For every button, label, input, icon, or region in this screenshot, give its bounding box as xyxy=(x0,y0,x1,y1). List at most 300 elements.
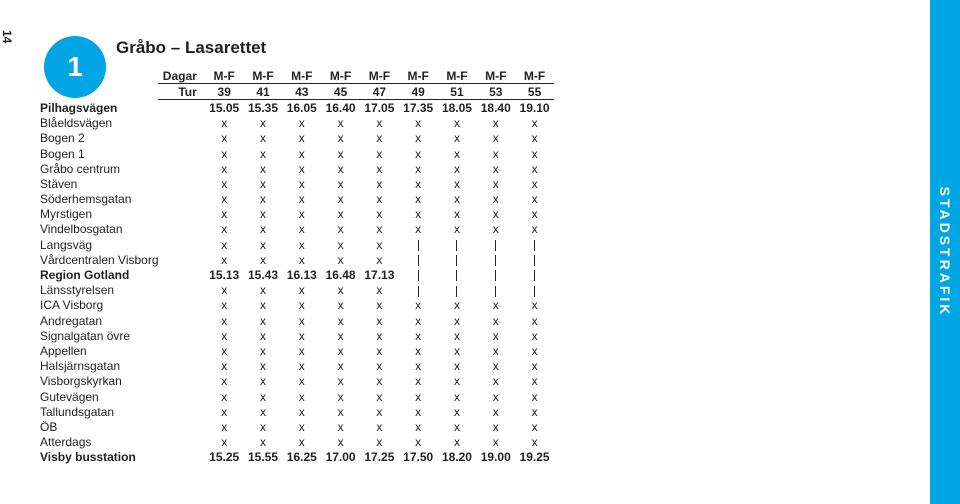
time-cell: x xyxy=(259,222,266,237)
time-cell: x xyxy=(259,146,266,161)
time-cell: x xyxy=(221,207,228,222)
table-row xyxy=(40,207,554,222)
time-cell: x xyxy=(259,252,266,267)
time-cell: 17.05 xyxy=(364,100,395,115)
time-cell: x xyxy=(298,131,305,146)
time-cell: x xyxy=(221,404,228,419)
time-cell: x xyxy=(531,435,538,450)
table-row xyxy=(40,161,554,176)
time-cell: x xyxy=(531,404,538,419)
time-cell: x xyxy=(531,313,538,328)
time-cell: x xyxy=(415,343,422,358)
table-row xyxy=(40,146,554,161)
stop-name: ÖB xyxy=(40,419,58,434)
time-cell: x xyxy=(259,237,266,252)
time-cell: x xyxy=(376,237,383,252)
passthrough-bar xyxy=(495,286,496,297)
time-cell: x xyxy=(298,404,305,419)
time-cell: x xyxy=(415,298,422,313)
table-row xyxy=(40,100,554,116)
time-cell: x xyxy=(298,207,305,222)
time-cell: x xyxy=(259,374,266,389)
time-cell: x xyxy=(492,313,499,328)
time-cell: x xyxy=(415,328,422,343)
time-cell: x xyxy=(415,419,422,434)
time-cell: 18.05 xyxy=(441,100,472,115)
time-cell: x xyxy=(453,131,460,146)
days-row xyxy=(40,68,554,84)
time-cell: x xyxy=(415,435,422,450)
time-cell: x xyxy=(415,176,422,191)
time-cell: x xyxy=(415,131,422,146)
time-cell: x xyxy=(221,131,228,146)
table-row xyxy=(40,192,554,207)
time-cell: 17.00 xyxy=(325,450,356,465)
time-cell: x xyxy=(415,161,422,176)
time-cell: x xyxy=(453,328,460,343)
passthrough-bar xyxy=(534,270,535,281)
time-cell: x xyxy=(415,389,422,404)
time-cell: x xyxy=(259,207,266,222)
time-cell: x xyxy=(221,192,228,207)
time-cell: x xyxy=(298,161,305,176)
route-title: Gråbo – Lasarettet xyxy=(116,38,267,57)
time-cell: x xyxy=(298,192,305,207)
header-cell: 41 xyxy=(244,84,283,100)
time-cell: x xyxy=(376,207,383,222)
time-cell: x xyxy=(453,116,460,131)
time-cell: x xyxy=(453,419,460,434)
time-cell: x xyxy=(415,359,422,374)
time-cell: 17.25 xyxy=(364,450,395,465)
time-cell: x xyxy=(221,328,228,343)
time-cell: x xyxy=(298,222,305,237)
table-row xyxy=(40,252,554,267)
time-cell: x xyxy=(298,343,305,358)
time-cell: 17.13 xyxy=(364,268,395,283)
passthrough-mark xyxy=(476,283,515,298)
table-row xyxy=(40,389,554,404)
time-cell: 17.35 xyxy=(403,100,434,115)
passthrough-bar xyxy=(456,270,457,281)
table-row xyxy=(40,176,554,191)
time-cell: x xyxy=(337,116,344,131)
time-cell: x xyxy=(221,343,228,358)
stop-name: Halsjärnsgatan xyxy=(40,359,121,374)
passthrough-mark xyxy=(515,267,554,282)
time-cell: x xyxy=(376,374,383,389)
time-cell: x xyxy=(221,252,228,267)
time-cell: x xyxy=(453,176,460,191)
time-cell: x xyxy=(531,298,538,313)
time-cell: x xyxy=(376,176,383,191)
stop-name: Myrstigen xyxy=(40,207,93,222)
time-cell: x xyxy=(376,404,383,419)
time-cell: x xyxy=(337,419,344,434)
time-cell: x xyxy=(531,146,538,161)
sidebar-label: STADSTRAFIK xyxy=(937,186,953,318)
time-cell: x xyxy=(492,298,499,313)
time-cell: x xyxy=(259,131,266,146)
passthrough-mark xyxy=(438,252,477,267)
header-label: Tur xyxy=(158,84,205,100)
passthrough-bar xyxy=(418,255,419,266)
time-cell: x xyxy=(259,298,266,313)
passthrough-mark xyxy=(515,237,554,252)
time-cell: x xyxy=(337,283,344,298)
table-row xyxy=(40,374,554,389)
time-cell: x xyxy=(298,146,305,161)
header-spacer xyxy=(40,84,158,100)
header-cell: M-F xyxy=(399,68,438,84)
time-cell: 17.50 xyxy=(403,450,434,465)
time-cell: x xyxy=(453,435,460,450)
time-cell: x xyxy=(415,222,422,237)
trip-row xyxy=(40,84,554,100)
stop-name: Bogen 1 xyxy=(40,146,85,161)
time-cell: x xyxy=(453,161,460,176)
time-cell: 15.55 xyxy=(247,450,278,465)
time-cell: x xyxy=(298,252,305,267)
header-cell: M-F xyxy=(244,68,283,84)
time-cell: x xyxy=(298,298,305,313)
passthrough-bar xyxy=(534,286,535,297)
passthrough-bar xyxy=(418,270,419,281)
table-row xyxy=(40,131,554,146)
time-cell: x xyxy=(376,359,383,374)
stop-name: Appellen xyxy=(40,343,87,358)
time-cell: x xyxy=(415,207,422,222)
time-cell: x xyxy=(492,146,499,161)
time-cell: x xyxy=(376,283,383,298)
sidebar-band xyxy=(930,0,960,504)
time-cell: x xyxy=(337,192,344,207)
route-number-badge: 1 xyxy=(44,36,106,98)
time-cell: x xyxy=(337,237,344,252)
table-row xyxy=(40,313,554,328)
passthrough-bar xyxy=(534,255,535,266)
passthrough-mark xyxy=(399,283,438,298)
time-cell: x xyxy=(259,419,266,434)
stop-name: Vårdcentralen Visborg xyxy=(40,252,159,267)
time-cell: x xyxy=(492,419,499,434)
time-cell: x xyxy=(298,283,305,298)
time-cell: 16.13 xyxy=(286,268,317,283)
passthrough-mark xyxy=(476,252,515,267)
time-cell: x xyxy=(492,222,499,237)
time-cell: 18.20 xyxy=(441,450,472,465)
time-cell: x xyxy=(492,161,499,176)
time-cell: x xyxy=(298,359,305,374)
passthrough-mark xyxy=(438,237,477,252)
header-cell: M-F xyxy=(282,68,321,84)
stop-name: Visborgskyrkan xyxy=(40,374,122,389)
stop-name: Vindelbosgatan xyxy=(40,222,123,237)
passthrough-bar xyxy=(456,286,457,297)
passthrough-bar xyxy=(495,240,496,251)
table-row xyxy=(40,298,554,313)
header-cell: 47 xyxy=(360,84,399,100)
stop-name: Gutevägen xyxy=(40,389,99,404)
time-cell: x xyxy=(221,298,228,313)
time-cell: x xyxy=(531,176,538,191)
table-row xyxy=(40,116,554,131)
time-cell: x xyxy=(337,313,344,328)
time-cell: x xyxy=(259,176,266,191)
time-cell: x xyxy=(453,389,460,404)
time-cell: x xyxy=(453,374,460,389)
time-cell: x xyxy=(259,313,266,328)
time-cell: x xyxy=(453,222,460,237)
time-cell: x xyxy=(453,146,460,161)
time-cell: x xyxy=(453,343,460,358)
table-row xyxy=(40,419,554,434)
table-row xyxy=(40,283,554,298)
time-cell: x xyxy=(492,359,499,374)
time-cell: x xyxy=(337,146,344,161)
time-cell: x xyxy=(337,252,344,267)
time-cell: x xyxy=(492,176,499,191)
time-cell: x xyxy=(337,161,344,176)
header-cell: 45 xyxy=(321,84,360,100)
table-row xyxy=(40,359,554,374)
time-cell: x xyxy=(221,359,228,374)
stop-name: Langsväg xyxy=(40,237,93,252)
stop-name: Region Gotland xyxy=(40,268,130,283)
time-cell: x xyxy=(259,161,266,176)
time-cell: x xyxy=(531,131,538,146)
time-cell: x xyxy=(337,207,344,222)
time-cell: x xyxy=(376,389,383,404)
time-cell: x xyxy=(531,116,538,131)
time-cell: x xyxy=(337,404,344,419)
time-cell: 15.35 xyxy=(247,100,278,115)
time-cell: x xyxy=(376,161,383,176)
time-cell: x xyxy=(415,404,422,419)
time-cell: 16.40 xyxy=(325,100,356,115)
time-cell: x xyxy=(259,283,266,298)
time-cell: x xyxy=(221,389,228,404)
passthrough-bar xyxy=(456,240,457,251)
passthrough-bar xyxy=(495,270,496,281)
header-cell: 55 xyxy=(515,84,554,100)
time-cell: x xyxy=(376,146,383,161)
time-cell: x xyxy=(337,359,344,374)
time-cell: x xyxy=(376,116,383,131)
stop-name: Blåeldsvägen xyxy=(40,116,113,131)
time-cell: x xyxy=(298,116,305,131)
time-cell: x xyxy=(376,222,383,237)
time-cell: 19.10 xyxy=(519,100,550,115)
time-cell: x xyxy=(531,389,538,404)
stop-name: Visby busstation xyxy=(40,450,136,465)
header-cell: M-F xyxy=(438,68,477,84)
table-row xyxy=(40,237,554,252)
table-row xyxy=(40,435,554,450)
stop-name: Tallundsgatan xyxy=(40,404,115,419)
time-cell: x xyxy=(492,192,499,207)
header-cell: 39 xyxy=(205,84,244,100)
time-cell: x xyxy=(376,298,383,313)
time-cell: x xyxy=(221,222,228,237)
time-cell: x xyxy=(221,237,228,252)
time-cell: x xyxy=(259,343,266,358)
table-row xyxy=(40,404,554,419)
time-cell: x xyxy=(298,176,305,191)
header-label: Dagar xyxy=(158,68,205,84)
time-cell: x xyxy=(376,328,383,343)
time-cell: x xyxy=(337,298,344,313)
stop-name: ICA Visborg xyxy=(40,298,104,313)
time-cell: x xyxy=(376,435,383,450)
time-cell: x xyxy=(415,313,422,328)
passthrough-mark xyxy=(438,267,477,282)
time-cell: x xyxy=(492,435,499,450)
time-cell: x xyxy=(531,343,538,358)
table-row xyxy=(40,267,554,282)
header-cell: 51 xyxy=(438,84,477,100)
time-cell: x xyxy=(492,343,499,358)
time-cell: x xyxy=(337,389,344,404)
time-cell: x xyxy=(492,116,499,131)
time-cell: 15.13 xyxy=(209,268,240,283)
time-cell: x xyxy=(259,389,266,404)
time-cell: x xyxy=(337,374,344,389)
time-cell: 19.25 xyxy=(519,450,550,465)
table-row xyxy=(40,450,554,465)
stop-name: Söderhemsgatan xyxy=(40,192,132,207)
time-cell: x xyxy=(531,192,538,207)
time-cell: 16.48 xyxy=(325,268,356,283)
time-cell: x xyxy=(298,328,305,343)
header-cell: M-F xyxy=(205,68,244,84)
stop-name: Andregatan xyxy=(40,313,103,328)
stop-name: Länsstyrelsen xyxy=(40,283,115,298)
time-cell: x xyxy=(453,207,460,222)
time-cell: x xyxy=(337,222,344,237)
time-cell: x xyxy=(337,328,344,343)
time-cell: x xyxy=(492,374,499,389)
time-cell: x xyxy=(531,222,538,237)
time-cell: x xyxy=(415,116,422,131)
time-cell: 16.05 xyxy=(286,100,317,115)
time-cell: x xyxy=(221,374,228,389)
passthrough-mark xyxy=(438,283,477,298)
time-cell: x xyxy=(415,374,422,389)
time-cell: x xyxy=(376,192,383,207)
passthrough-bar xyxy=(495,255,496,266)
passthrough-mark xyxy=(399,237,438,252)
header-cell: M-F xyxy=(476,68,515,84)
time-cell: x xyxy=(221,176,228,191)
time-cell: x xyxy=(221,313,228,328)
time-cell: x xyxy=(221,435,228,450)
time-cell: x xyxy=(492,404,499,419)
time-cell: x xyxy=(453,313,460,328)
time-cell: x xyxy=(221,161,228,176)
header-cell: 53 xyxy=(476,84,515,100)
time-cell: 19.00 xyxy=(480,450,511,465)
time-cell: x xyxy=(376,419,383,434)
time-cell: 18.40 xyxy=(480,100,511,115)
time-cell: x xyxy=(259,359,266,374)
header-cell: M-F xyxy=(321,68,360,84)
time-cell: x xyxy=(453,359,460,374)
passthrough-bar xyxy=(418,240,419,251)
time-cell: x xyxy=(298,237,305,252)
passthrough-mark xyxy=(476,237,515,252)
time-cell: x xyxy=(298,313,305,328)
time-cell: x xyxy=(298,374,305,389)
time-cell: x xyxy=(337,343,344,358)
time-cell: x xyxy=(259,328,266,343)
time-cell: x xyxy=(492,389,499,404)
time-cell: x xyxy=(415,146,422,161)
time-cell: x xyxy=(453,192,460,207)
header-spacer xyxy=(40,68,158,84)
passthrough-mark xyxy=(515,252,554,267)
time-cell: x xyxy=(259,192,266,207)
stop-name: Atterdags xyxy=(40,435,92,450)
table-row xyxy=(40,222,554,237)
time-cell: x xyxy=(453,298,460,313)
time-cell: x xyxy=(376,343,383,358)
stop-name: Stäven xyxy=(40,176,78,191)
time-cell: x xyxy=(221,146,228,161)
time-cell: x xyxy=(376,252,383,267)
time-cell: 16.25 xyxy=(286,450,317,465)
time-cell: x xyxy=(298,435,305,450)
header-cell: 43 xyxy=(282,84,321,100)
passthrough-bar xyxy=(418,286,419,297)
stop-name: Bogen 2 xyxy=(40,131,85,146)
time-cell: x xyxy=(221,419,228,434)
time-cell: x xyxy=(453,404,460,419)
time-cell: x xyxy=(531,207,538,222)
time-cell: x xyxy=(298,419,305,434)
time-cell: x xyxy=(492,131,499,146)
table-row xyxy=(40,328,554,343)
time-cell: x xyxy=(259,404,266,419)
passthrough-mark xyxy=(476,267,515,282)
timetable xyxy=(40,68,554,465)
time-cell: 15.05 xyxy=(209,100,240,115)
time-cell: x xyxy=(492,207,499,222)
passthrough-mark xyxy=(515,283,554,298)
passthrough-mark xyxy=(399,252,438,267)
stop-name: Gråbo centrum xyxy=(40,161,121,176)
time-cell: x xyxy=(376,313,383,328)
page-number: 14 xyxy=(0,30,14,44)
header-cell: M-F xyxy=(360,68,399,84)
stop-name: Signalgatan övre xyxy=(40,328,131,343)
header-cell: M-F xyxy=(515,68,554,84)
time-cell: x xyxy=(376,131,383,146)
passthrough-mark xyxy=(399,267,438,282)
stop-name: Pilhagsvägen xyxy=(40,100,118,115)
passthrough-bar xyxy=(534,240,535,251)
time-cell: x xyxy=(259,435,266,450)
time-cell: x xyxy=(221,283,228,298)
time-cell: x xyxy=(531,328,538,343)
time-cell: 15.43 xyxy=(247,268,278,283)
time-cell: 15.25 xyxy=(209,450,240,465)
time-cell: x xyxy=(298,389,305,404)
time-cell: x xyxy=(337,131,344,146)
time-cell: x xyxy=(259,116,266,131)
time-cell: x xyxy=(221,116,228,131)
table-row xyxy=(40,343,554,358)
